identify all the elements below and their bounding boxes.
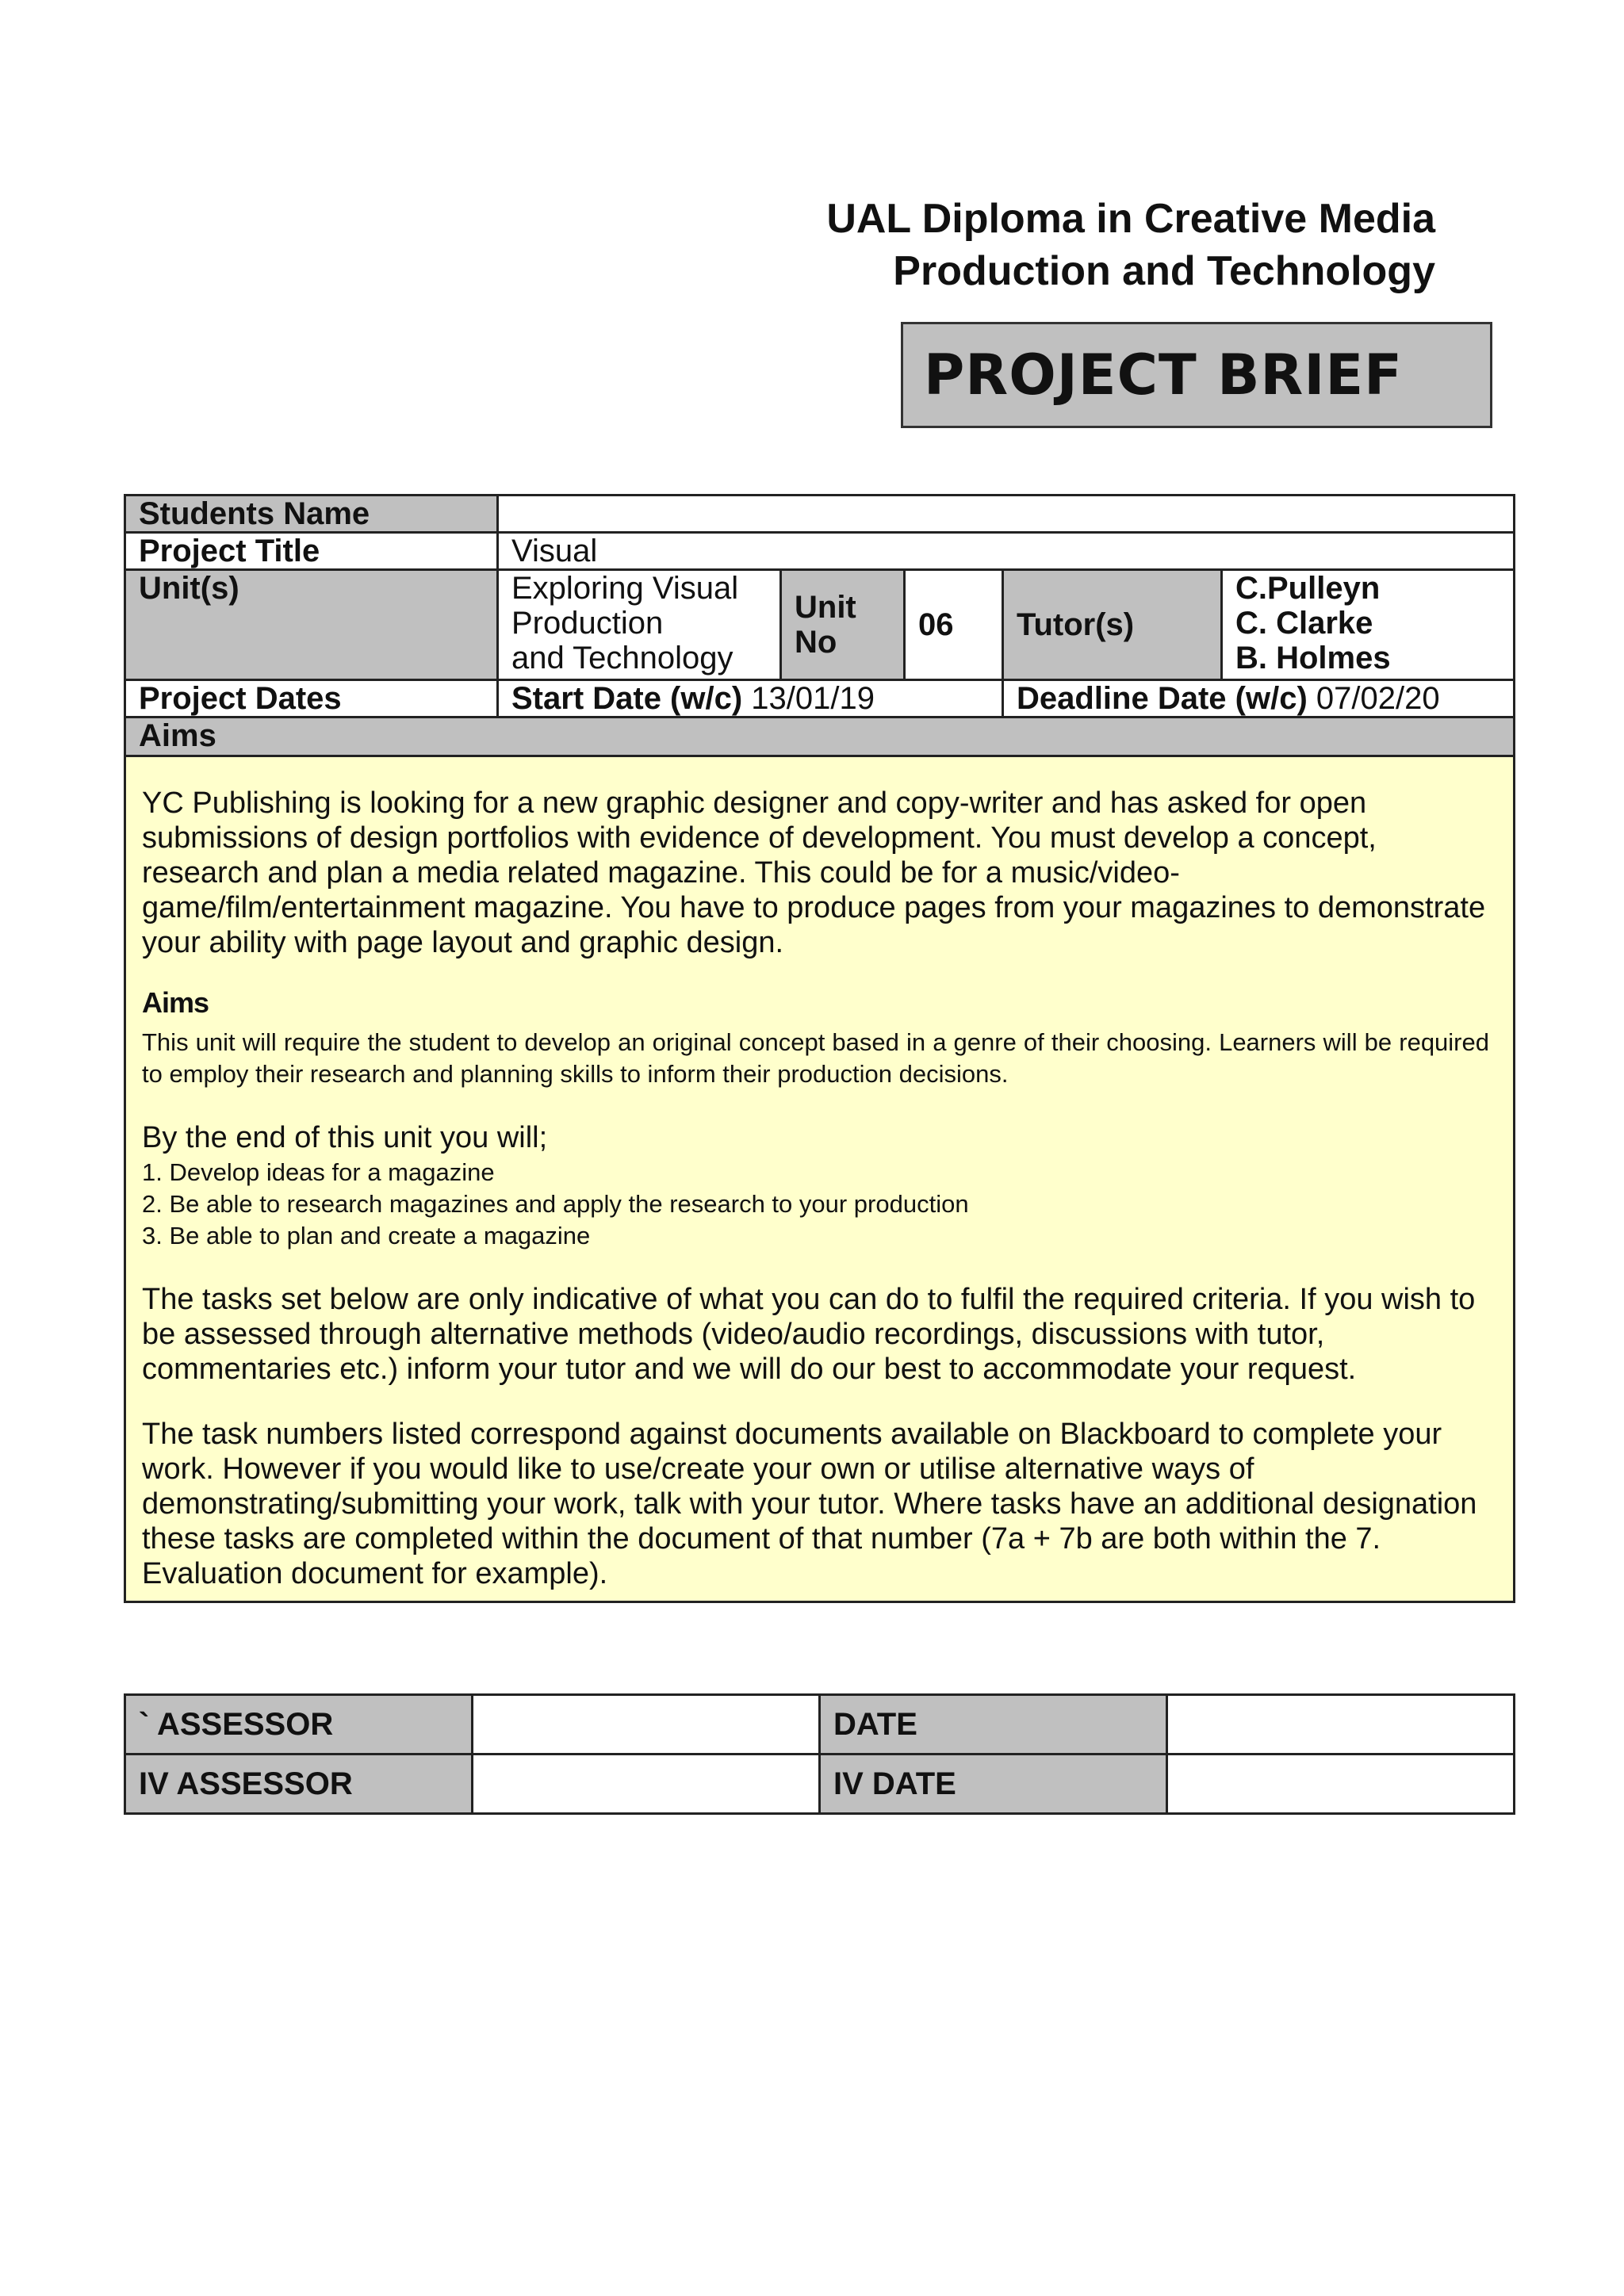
tutor-name: B. Holmes xyxy=(1235,641,1391,675)
by-end-heading: By the end of this unit you will; xyxy=(142,1121,548,1154)
iv-assessor-label: IV ASSESSOR xyxy=(125,1755,473,1814)
title-line-1: UAL Diploma in Creative Media xyxy=(826,196,1435,242)
deadline-date xyxy=(1003,680,1515,718)
aims-content xyxy=(125,756,1515,1602)
unit-name xyxy=(498,570,781,680)
date-field[interactable] xyxy=(1167,1695,1515,1755)
start-date xyxy=(498,680,1003,718)
unit-no-label-line-1: Unit xyxy=(795,590,856,625)
start-date-value: 13/01/19 xyxy=(751,681,875,716)
document-title xyxy=(826,193,1435,297)
outcomes-list xyxy=(142,1157,1489,1252)
tutor-name: C. Clarke xyxy=(1235,606,1373,641)
start-date-label: Start Date (w/c) xyxy=(511,681,743,716)
aims-header: Aims xyxy=(125,718,1515,756)
students-name-field[interactable] xyxy=(498,496,1515,533)
assessor-field[interactable] xyxy=(473,1695,820,1755)
aims-intro: YC Publishing is looking for a new graphic designer and copy-writer and has asked for open submissions of design portfolios with evidence of development. You must develop a concept, research and plan a media related magazine. This could be for a music/video-game/film/entertainment magazine. You have to produce pages from your magazines to demonstrate your ability with page layout and graphic design. xyxy=(142,786,1486,959)
project-details-table xyxy=(124,494,1515,1603)
students-name-label: Students Name xyxy=(125,496,498,533)
iv-date-label: IV DATE xyxy=(820,1755,1167,1814)
tutor-name: C.Pulleyn xyxy=(1235,571,1381,606)
units-label: Unit(s) xyxy=(125,570,498,680)
assessment-table xyxy=(124,1693,1515,1815)
aims-unit-text: This unit will require the student to develop an original concept based in a genre of their choosing. Learners will be required to employ their research and planning skills to inform their production decisions. xyxy=(142,1028,1489,1088)
task-numbers-paragraph: The task numbers listed correspond against documents available on Blackboard to complete your work. However if you would like to use/create your own or utilise alternative ways of demonstrating/submitting your work, talk with your tutor. Where tasks have an additional designation these tasks are completed within the document of that number (7a + 7b are both within the 7. Evaluation document for example). xyxy=(142,1418,1477,1590)
unit-name-line-1: Exploring Visual xyxy=(511,571,739,606)
unit-no-label-line-2: No xyxy=(795,625,837,660)
unit-name-line-2: Production xyxy=(511,606,664,641)
project-brief-badge: PROJECT BRIEF xyxy=(901,322,1492,428)
tasks-paragraph: The tasks set below are only indicative of what you can do to fulfil the required criteria. If you wish to be assessed through alternative methods (video/audio recordings, discussions with tutor, commentaries etc.) inform your tutor and we will do our best to accommodate your request. xyxy=(142,1283,1476,1386)
date-label: DATE xyxy=(820,1695,1167,1755)
unit-no-value: 06 xyxy=(905,570,1003,680)
tutors-label: Tutor(s) xyxy=(1003,570,1222,680)
tutors-list xyxy=(1222,570,1515,680)
project-title-label: Project Title xyxy=(125,533,498,570)
project-dates-label: Project Dates xyxy=(125,680,498,718)
unit-name-line-3: and Technology xyxy=(511,641,733,675)
project-title-value: Visual xyxy=(498,533,1515,570)
list-item: 3. Be able to plan and create a magazine xyxy=(142,1222,591,1249)
deadline-label: Deadline Date (w/c) xyxy=(1017,681,1308,716)
list-item: 1. Develop ideas for a magazine xyxy=(142,1158,495,1186)
title-line-2: Production and Technology xyxy=(893,248,1435,294)
aims-subheading: Aims xyxy=(142,986,209,1019)
iv-assessor-field[interactable] xyxy=(473,1755,820,1814)
assessor-label: ` ASSESSOR xyxy=(125,1695,473,1755)
iv-date-field[interactable] xyxy=(1167,1755,1515,1814)
unit-no-label xyxy=(781,570,905,680)
list-item: 2. Be able to research magazines and apply the research to your production xyxy=(142,1190,969,1218)
deadline-value: 07/02/20 xyxy=(1316,681,1440,716)
